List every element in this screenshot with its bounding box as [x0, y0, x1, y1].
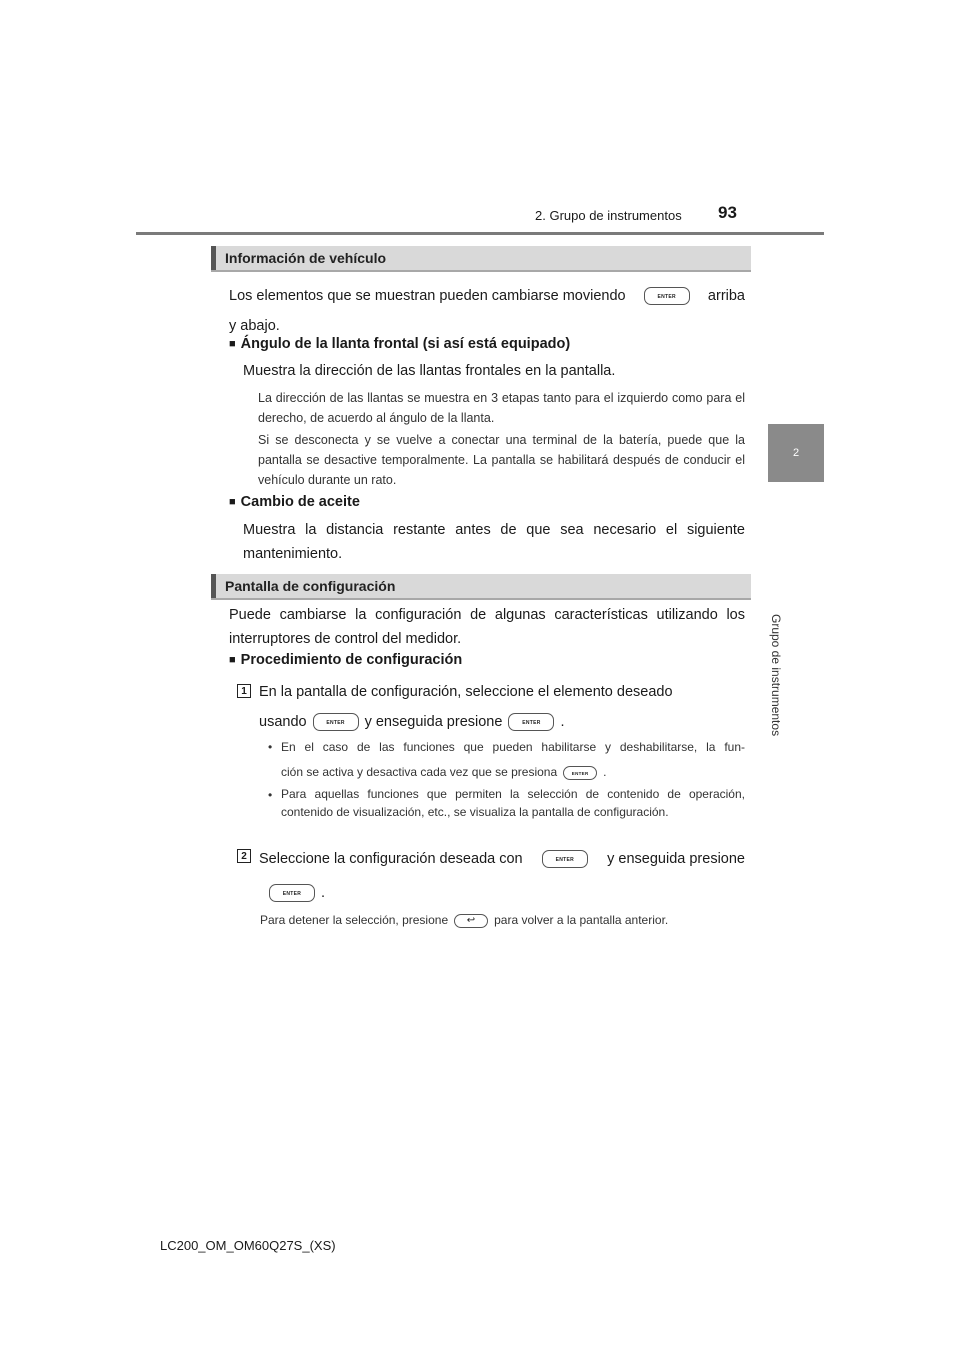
- step-1-bullet-2: Para aquellas funciones que permiten la selección de contenido de operación, contenido de visualización, etc., se visualiza la pantalla de configuración.: [281, 787, 745, 819]
- subheading-procedure: ■ Procedimiento de configuración: [229, 652, 462, 668]
- bullet-marker: •: [268, 788, 273, 802]
- intro-text-a: Los elementos que se muestran pueden cambiarse moviendo: [229, 288, 626, 304]
- back-button-icon: ↩: [454, 914, 488, 928]
- document-code: LC200_OM_OM60Q27S_(XS): [160, 1238, 336, 1253]
- vehicle-info-intro: [229, 284, 745, 338]
- step-1-line-1: En la pantalla de configuración, seleccione el elemento deseado: [259, 684, 673, 700]
- chapter-tab-label-text: Grupo de instrumentos: [769, 614, 783, 737]
- oil-change-description: Muestra la distancia restante antes de que sea necesario el siguiente mantenimiento.: [243, 522, 745, 562]
- running-header-section: 2. Grupo de instrumentos: [535, 208, 682, 223]
- step-number-badge: 2: [237, 849, 251, 863]
- enter-button-icon: ENTER: [313, 713, 359, 731]
- enter-button-icon: ENTER: [644, 287, 690, 305]
- step-1-line-2: usando ENTER y enseguida presione ENTER .: [259, 714, 565, 730]
- step-number-badge: 1: [237, 684, 251, 698]
- step-2-note: Para detener la selección, presione ↩ para volver a la pantalla anterior.: [260, 913, 669, 927]
- section-heading-text: Información de vehículo: [225, 250, 387, 266]
- config-intro: Puede cambiarse la configuración de algunas características utilizando los interruptores de control del medidor.: [229, 607, 745, 647]
- enter-button-icon: ENTER: [269, 884, 315, 902]
- header-rule: [136, 232, 824, 235]
- wheel-angle-description: Muestra la dirección de las llantas frontales en la pantalla.: [243, 363, 616, 379]
- bullet-marker: •: [268, 740, 273, 754]
- subheading-wheel-angle: ■ Ángulo de la llanta frontal (si así está equipado): [229, 336, 570, 352]
- wheel-angle-note-2: Si se desconecta y se vuelve a conectar una terminal de la batería, puede que la pantalla se desactive temporalmente. La pantalla se habilitará después de conducir el vehículo durante un rato.: [258, 433, 745, 487]
- enter-button-icon: ENTER: [542, 850, 588, 868]
- enter-button-icon: ENTER: [508, 713, 554, 731]
- section-heading-text: Pantalla de configuración: [225, 578, 396, 594]
- step-2-text: Seleccione la configuración deseada con ENTER y enseguida presione ENTER .: [259, 851, 745, 901]
- chapter-tab-number: 2: [768, 424, 824, 482]
- section-heading-config: [211, 574, 751, 600]
- enter-button-icon: ENTER: [563, 766, 597, 780]
- intro-text-b: arriba: [707, 288, 745, 304]
- page-number: 93: [718, 203, 737, 222]
- intro-text-c: y abajo.: [229, 318, 280, 334]
- subheading-oil-change: ■ Cambio de aceite: [229, 494, 360, 510]
- chapter-tab-label: [768, 484, 824, 737]
- wheel-angle-note-1: La dirección de las llantas se muestra en 3 etapas tanto para el izquierdo como para el derecho, de acuerdo al ángulo de la llanta.: [258, 391, 745, 425]
- section-heading-vehicle-info: [211, 246, 751, 272]
- step-1-text: [259, 680, 745, 734]
- step-1-bullet-1: En el caso de las funciones que pueden habilitarse y deshabilitarse, la fun- ción se activa y desactiva cada vez que se presiona ENTER .: [281, 740, 745, 779]
